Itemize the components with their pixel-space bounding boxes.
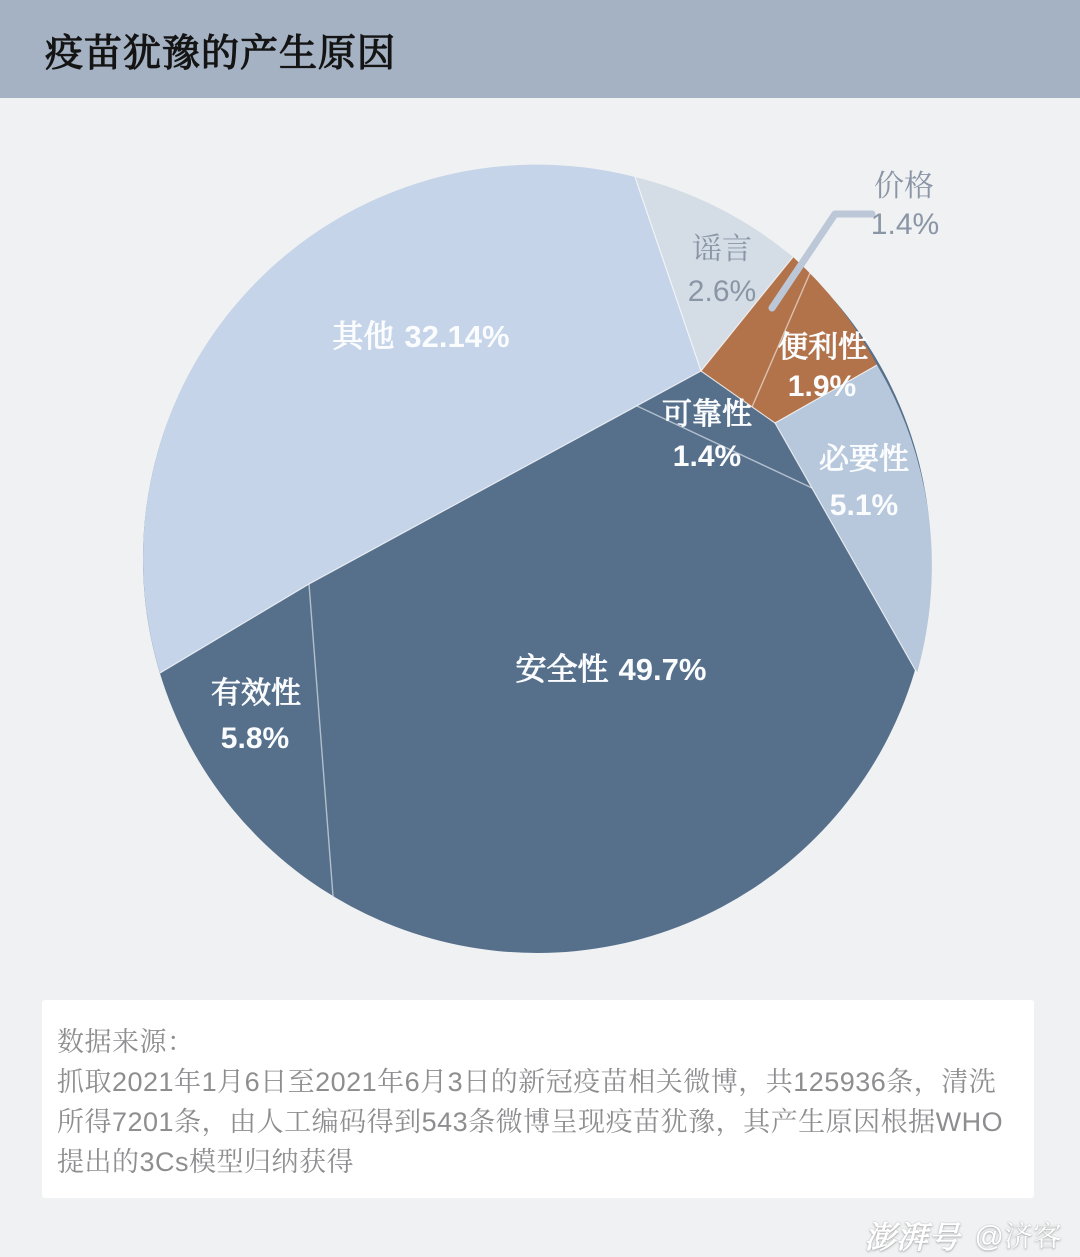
slice-label-reliability-name: 可靠性 [662,398,752,431]
slice-label-effectiveness-name: 有效性 [211,677,301,710]
platform-watermark [865,1214,1062,1254]
data-source-text: 抓取2021年1月6日至2021年6月3日的新冠疫苗相关微博，共125936条，清洗所得7201条，由人工编码得到543条微博呈现疫苗犹豫，其产生原因根据WHO提出的3Cs模型归纳获得 [57,1067,1004,1177]
slice-label-convenience-name: 便利性 [778,331,868,364]
data-source-box [42,1000,1034,1198]
account-name: @济客 [974,1220,1062,1253]
slice-label-effectiveness-pct: 5.8% [220,722,290,755]
slice-label-price-name: 价格 [874,170,934,203]
pengpai-logo: 澎湃号 [864,1219,961,1255]
page-title: 疫苗犹豫的产生原因 [45,32,397,75]
slice-label-necessity-pct: 5.1% [829,489,899,522]
slice-label-rumor-name: 谣言 [692,233,752,266]
slice-label-safety: 安全性 49.7% [515,652,707,687]
slice-label-price-pct: 1.4% [870,208,940,241]
slice-label-convenience-pct: 1.9% [787,370,857,403]
slice-label-rumor-pct: 2.6% [687,275,757,308]
slice-label-other: 其他 32.14% [332,319,510,354]
slice-label-reliability-pct: 1.4% [672,440,742,473]
data-source-heading: 数据来源： [57,1027,195,1057]
slice-label-necessity-name: 必要性 [819,443,909,476]
